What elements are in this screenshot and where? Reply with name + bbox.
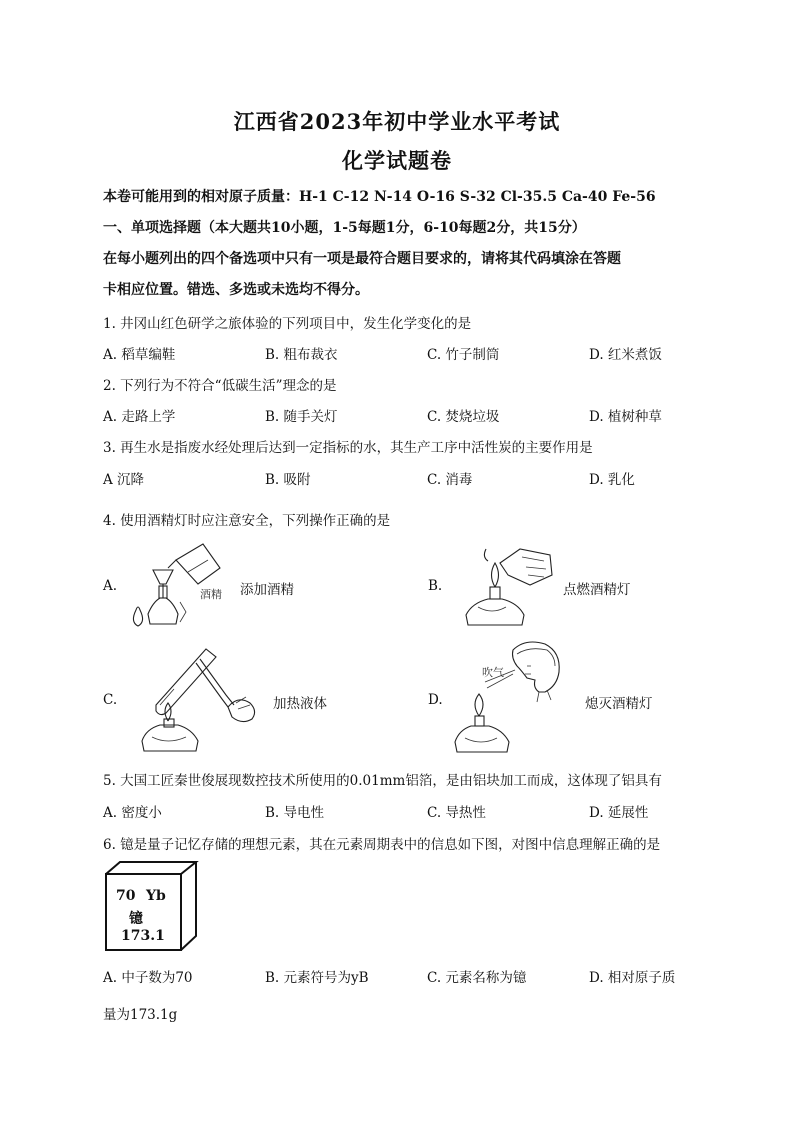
question-4-stem: 4. 使用酒精灯时应注意安全，下列操作正确的是 xyxy=(103,513,391,529)
element-name: 镱 xyxy=(129,911,143,927)
q6-option-b[interactable]: B. 元素符号为yB xyxy=(265,970,369,986)
alcohol-lamp-refill-illustration xyxy=(128,542,233,627)
q4-option-d-letter[interactable]: D. xyxy=(428,692,443,708)
q4-option-b-caption: 点燃酒精灯 xyxy=(563,582,631,598)
exam-subtitle: 化学试题卷 xyxy=(342,148,452,173)
alcohol-bottle-label: 酒精 xyxy=(200,588,222,601)
q4-option-d-caption: 熄灭酒精灯 xyxy=(585,696,653,712)
q5-option-b[interactable]: B. 导电性 xyxy=(265,805,325,821)
element-atomic-number: 70 xyxy=(116,888,136,904)
q3-option-b[interactable]: B. 吸附 xyxy=(265,472,311,488)
q6-option-a[interactable]: A. 中子数为70 xyxy=(103,970,193,986)
q5-option-c[interactable]: C. 导热性 xyxy=(427,805,486,821)
question-3-stem: 3. 再生水是指废水经处理后达到一定指标的水，其生产工序中活性炭的主要作用是 xyxy=(103,440,593,456)
q4-option-a-letter[interactable]: A. xyxy=(103,578,118,594)
q1-option-a[interactable]: A. 稻草编鞋 xyxy=(103,347,176,363)
heating-liquid-illustration xyxy=(138,645,268,753)
blowing-out-lamp-illustration xyxy=(455,640,565,755)
element-symbol: Yb xyxy=(146,888,166,904)
question-6-stem: 6. 镱是量子记忆存储的理想元素，其在元素周期表中的信息如下图，对图中信息理解正确的是 xyxy=(103,837,661,853)
q4-option-c-caption: 加热液体 xyxy=(273,696,327,712)
q2-option-c[interactable]: C. 焚烧垃圾 xyxy=(427,409,500,425)
q6-option-d[interactable]: D. 相对原子质 xyxy=(589,970,676,986)
q5-option-a[interactable]: A. 密度小 xyxy=(103,805,162,821)
q3-option-a[interactable]: A 沉降 xyxy=(103,472,145,488)
q1-option-d[interactable]: D. 红米煮饭 xyxy=(589,347,662,363)
element-atomic-mass: 173.1 xyxy=(121,928,165,944)
atomic-masses: 本卷可能用到的相对原子质量：H-1 C-12 N-14 O-16 S-32 Cl-35.5 Ca-40 Fe-56 xyxy=(103,189,656,205)
q1-option-b[interactable]: B. 粗布裁衣 xyxy=(265,347,338,363)
question-5-stem: 5. 大国工匠秦世俊展现数控技术所使用的0.01mm铝箔，是由铝块加工而成，这体现了铝具有 xyxy=(103,773,662,789)
q4-option-b-letter[interactable]: B. xyxy=(428,578,443,594)
question-1-stem: 1. 井冈山红色研学之旅体验的下列项目中，发生化学变化的是 xyxy=(103,316,472,332)
q6-option-c[interactable]: C. 元素名称为镱 xyxy=(427,970,527,986)
q4-option-c-letter[interactable]: C. xyxy=(103,692,118,708)
q4-option-a-caption: 添加酒精 xyxy=(240,582,294,598)
instructions-line-1: 在每小题列出的四个备选项中只有一项是最符合题目要求的，请将其代码填涂在答题 xyxy=(103,251,621,267)
q3-option-c[interactable]: C. 消毒 xyxy=(427,472,473,488)
blow-air-label: 吹气 xyxy=(482,666,504,679)
q5-option-d[interactable]: D. 延展性 xyxy=(589,805,649,821)
q3-option-d[interactable]: D. 乳化 xyxy=(589,472,635,488)
q6-option-d-continued: 量为173.1g xyxy=(103,1007,178,1023)
question-2-stem: 2. 下列行为不符合“低碳生活”理念的是 xyxy=(103,378,337,394)
q2-option-a[interactable]: A. 走路上学 xyxy=(103,409,176,425)
q2-option-d[interactable]: D. 植树种草 xyxy=(589,409,662,425)
q2-option-b[interactable]: B. 随手关灯 xyxy=(265,409,338,425)
section-heading: 一、单项选择题（本大题共10小题，1-5每题1分，6-10每题2分，共15分） xyxy=(103,220,586,236)
instructions-line-2: 卡相应位置。错选、多选或未选均不得分。 xyxy=(103,282,369,298)
lamp-lighting-illustration xyxy=(460,545,560,630)
exam-title: 江西省2023年初中学业水平考试 xyxy=(233,109,561,134)
q1-option-c[interactable]: C. 竹子制筒 xyxy=(427,347,500,363)
